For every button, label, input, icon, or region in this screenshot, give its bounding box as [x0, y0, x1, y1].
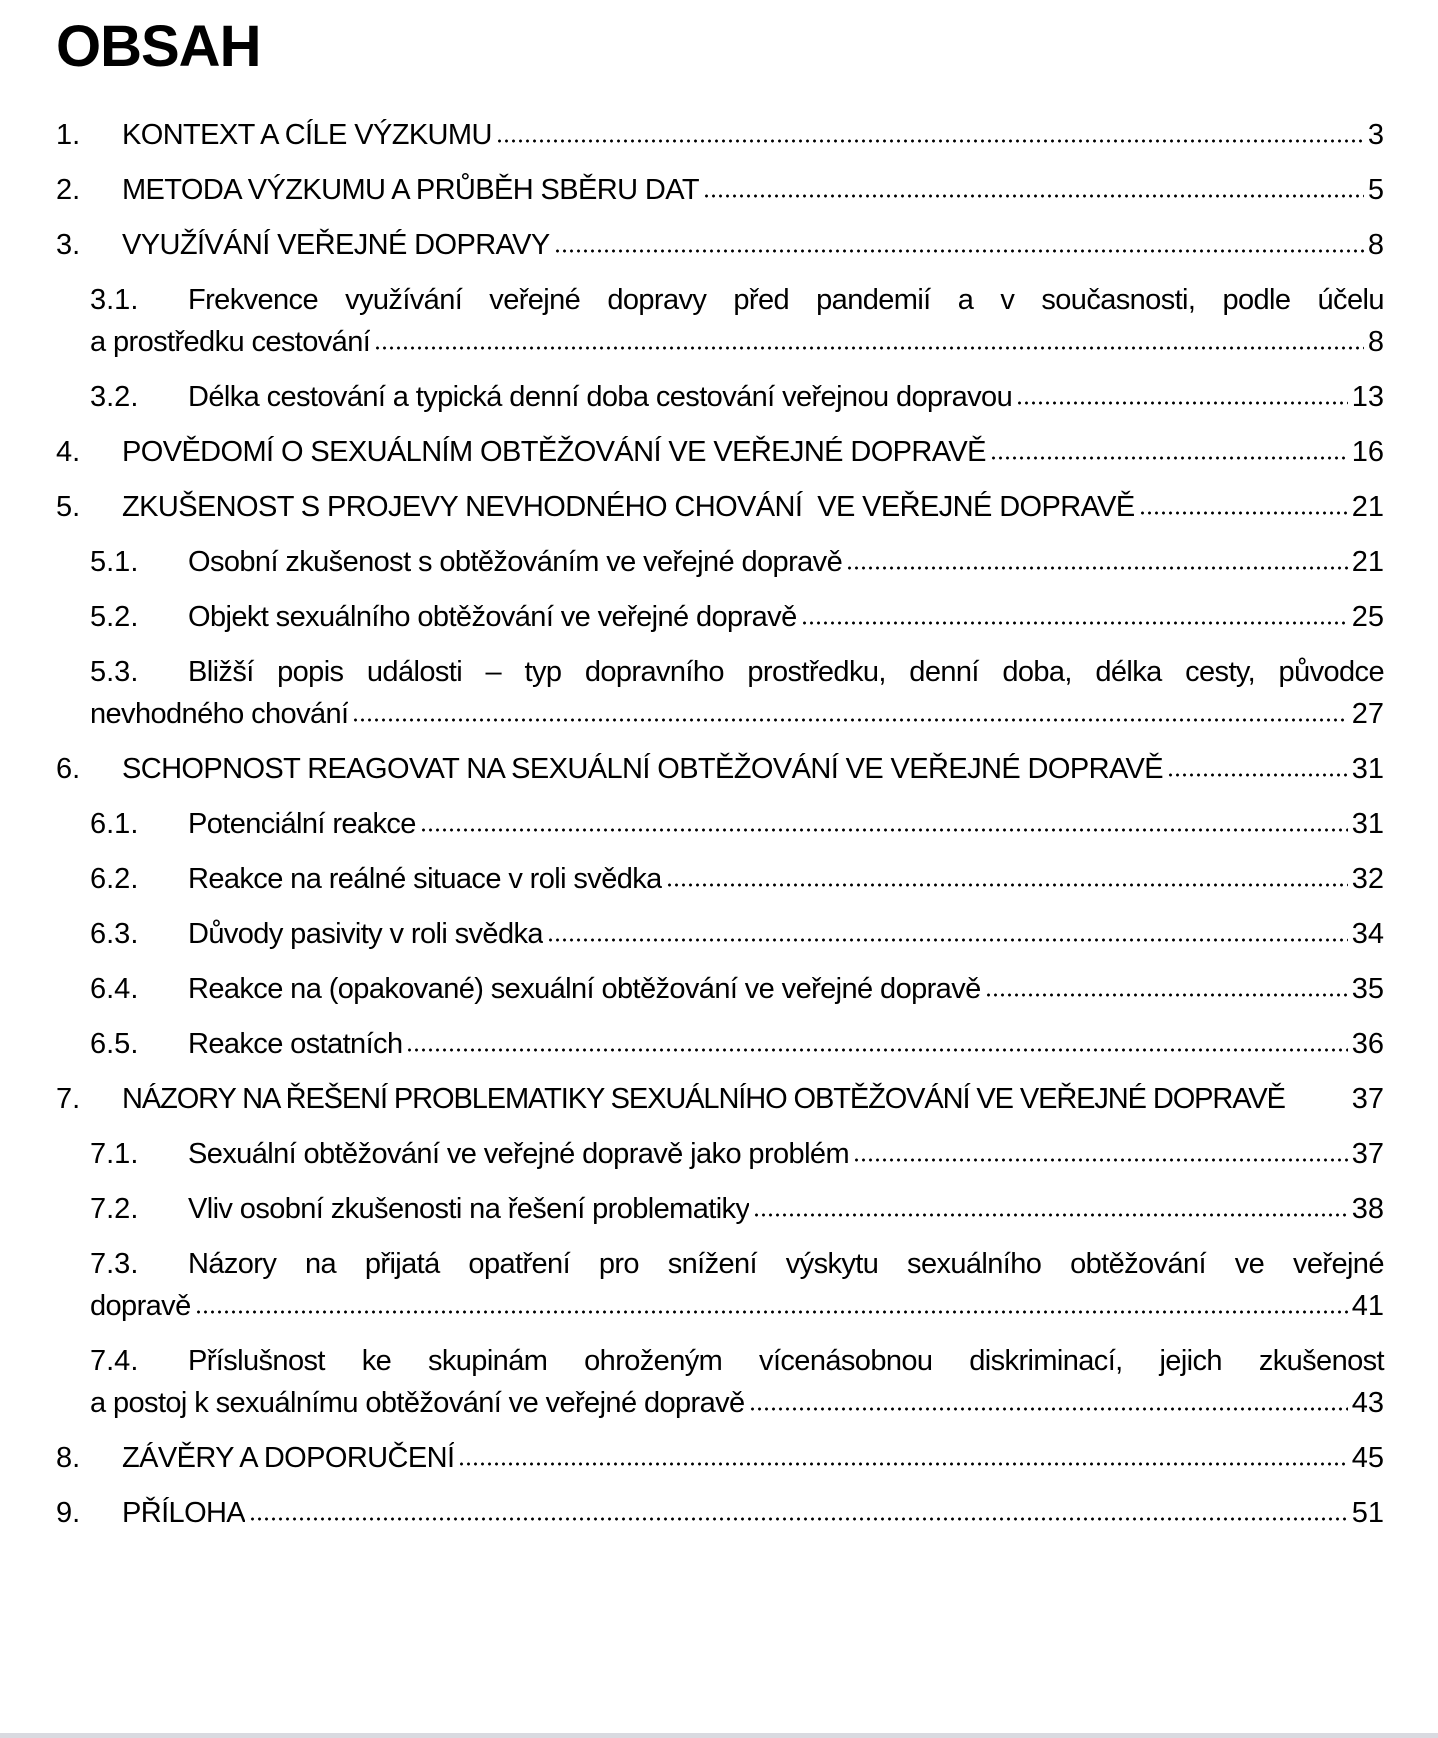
toc-entry-page[interactable]: 16: [1351, 436, 1384, 468]
title-word: zkušenost: [1258, 1345, 1384, 1377]
toc-entry-title-continuation[interactable]: a prostředku cestování: [90, 326, 371, 358]
toc-entry-number: 6.5.: [90, 1028, 139, 1060]
toc-entry-title[interactable]: ZKUŠENOST S PROJEVY NEVHODNÉHO CHOVÁNÍ VE VEŘEJNÉ DOPRAVĚ: [122, 491, 1135, 523]
toc-entry-title-continuation[interactable]: nevhodného chování: [90, 698, 349, 730]
dot-leader: [846, 565, 1348, 571]
toc-entry-number: 7.: [56, 1083, 81, 1115]
toc-entry-page[interactable]: 36: [1351, 1028, 1384, 1060]
dot-leader: [406, 1047, 1347, 1053]
toc-entry[interactable]: [90, 594, 1384, 640]
toc-entry-page[interactable]: 41: [1351, 1290, 1384, 1322]
toc-entry-page[interactable]: 25: [1351, 601, 1384, 633]
toc-entry-number: 6.2.: [90, 863, 139, 895]
dot-leader: [458, 1461, 1347, 1467]
title-word: veřejné: [1292, 1248, 1384, 1280]
toc-entry-number: 3.2.: [90, 381, 139, 413]
toc-entry[interactable]: [90, 801, 1384, 847]
title-word: typ: [524, 656, 562, 688]
title-word: obtěžování: [1070, 1248, 1206, 1280]
toc-entry-number: 9.: [56, 1497, 81, 1529]
title-word: v: [1000, 284, 1015, 316]
toc-entry-title[interactable]: [188, 1338, 1384, 1384]
toc-entry-number: 3.: [56, 229, 81, 261]
title-word: veřejné: [489, 284, 581, 316]
dot-leader: [195, 1309, 1348, 1315]
title-word: účelu: [1317, 284, 1384, 316]
toc-entry[interactable]: [90, 1186, 1384, 1232]
dot-leader: [1139, 510, 1348, 516]
toc-entry-page[interactable]: 8: [1367, 326, 1384, 358]
dot-leader: [496, 138, 1364, 144]
dot-leader: [985, 992, 1348, 998]
toc-entry-title[interactable]: KONTEXT A CÍLE VÝZKUMU: [122, 119, 492, 151]
toc-entry-number: 7.2.: [90, 1193, 139, 1225]
title-word: skupinám: [427, 1345, 548, 1377]
toc-entry-title[interactable]: [188, 649, 1384, 695]
toc-entry-number: 7.1.: [90, 1138, 139, 1170]
toc-entry-number: 5.2.: [90, 601, 139, 633]
toc-entry-title-continuation[interactable]: a postoj k sexuálnímu obtěžování ve veřejné dopravě: [90, 1387, 745, 1419]
toc-entry-page[interactable]: 34: [1351, 918, 1384, 950]
title-word: události: [366, 656, 463, 688]
dot-leader: [374, 345, 1364, 351]
toc-entry-number: 6.: [56, 753, 81, 785]
title-word: prostředku,: [747, 656, 886, 688]
title-word: popis: [277, 656, 344, 688]
title-word: dopravy: [607, 284, 707, 316]
dot-leader: [703, 193, 1364, 199]
toc-entry-title[interactable]: Potenciální reakce: [188, 808, 416, 840]
toc-entry-page[interactable]: 31: [1351, 808, 1384, 840]
title-word: denní: [909, 656, 979, 688]
toc-entry[interactable]: [56, 222, 1384, 268]
toc-entry[interactable]: [90, 649, 1384, 737]
title-word: jejich: [1159, 1345, 1222, 1377]
title-word: přijatá: [364, 1248, 440, 1280]
title-word: ve: [1234, 1248, 1265, 1280]
page-title: OBSAH: [56, 14, 261, 79]
toc-entry[interactable]: [90, 856, 1384, 902]
title-word: před: [733, 284, 790, 316]
toc-entry-number: 3.1.: [90, 284, 139, 316]
toc-entry[interactable]: [90, 277, 1384, 365]
dot-leader: [1167, 772, 1348, 778]
toc-entry[interactable]: [90, 374, 1384, 420]
title-word: délka: [1095, 656, 1162, 688]
toc-entry-title[interactable]: Reakce na (opakované) sexuální obtěžování ve veřejné dopravě: [188, 973, 981, 1005]
dot-leader: [853, 1157, 1348, 1163]
toc-entry-page[interactable]: 37: [1351, 1138, 1384, 1170]
title-word: na: [305, 1248, 337, 1280]
toc-entry[interactable]: [56, 746, 1384, 792]
title-word: Bližší: [188, 656, 254, 688]
title-word: dopravního: [584, 656, 724, 688]
toc-entry-number: 5.1.: [90, 546, 139, 578]
toc-entry-title[interactable]: Vliv osobní zkušenosti na řešení problematiky: [188, 1193, 750, 1225]
title-word: opatření: [468, 1248, 571, 1280]
toc-entry[interactable]: [56, 1076, 1384, 1122]
toc-entry[interactable]: [90, 1241, 1384, 1329]
title-word: Názory: [188, 1248, 277, 1280]
dot-leader: [547, 937, 1348, 943]
viewer-bottom-edge: [0, 1733, 1438, 1738]
dot-leader: [352, 717, 1347, 723]
title-word: ke: [361, 1345, 392, 1377]
toc-entry-number: 4.: [56, 436, 81, 468]
toc-entry-number: 7.3.: [90, 1248, 139, 1280]
title-word: původce: [1278, 656, 1384, 688]
toc-entry-number: 1.: [56, 119, 81, 151]
dot-leader: [990, 455, 1348, 461]
toc-entry[interactable]: [90, 539, 1384, 585]
title-word: –: [485, 656, 502, 688]
toc-entry-title[interactable]: Délka cestování a typická denní doba cestování veřejnou dopravou: [188, 381, 1013, 413]
title-word: výskytu: [785, 1248, 879, 1280]
toc-entry-title[interactable]: PŘÍLOHA: [122, 1497, 246, 1529]
toc-entry-number: 6.3.: [90, 918, 139, 950]
toc-entry-title[interactable]: NÁZORY NA ŘEŠENÍ PROBLEMATIKY SEXUÁLNÍHO OBTĚŽOVÁNÍ VE VEŘEJNÉ DOPRAVĚ: [122, 1083, 1285, 1115]
toc-entry-page[interactable]: 5: [1367, 174, 1384, 206]
toc-entry[interactable]: [90, 966, 1384, 1012]
title-word: Frekvence: [188, 284, 318, 316]
toc-entry[interactable]: [56, 1435, 1384, 1481]
toc-entry-page[interactable]: 21: [1351, 491, 1384, 523]
toc-entry-title[interactable]: Objekt sexuálního obtěžování ve veřejné dopravě: [188, 601, 797, 633]
title-word: ohroženým: [584, 1345, 723, 1377]
toc-entry-page[interactable]: 35: [1351, 973, 1384, 1005]
dot-leader: [666, 882, 1348, 888]
title-word: Příslušnost: [188, 1345, 325, 1377]
dot-leader: [554, 248, 1364, 254]
toc-entry-page[interactable]: 43: [1351, 1387, 1384, 1419]
title-word: současnosti,: [1041, 284, 1196, 316]
toc-entry-number: 7.4.: [90, 1345, 139, 1377]
toc-entry-title-continuation[interactable]: dopravě: [90, 1290, 191, 1322]
title-word: snížení: [667, 1248, 758, 1280]
title-word: vícenásobnou: [759, 1345, 933, 1377]
toc-entry-title[interactable]: ZÁVĚRY A DOPORUČENÍ: [122, 1442, 455, 1474]
toc-entry-number: 6.1.: [90, 808, 139, 840]
toc-entry-page[interactable]: 27: [1351, 698, 1384, 730]
toc-entry-title[interactable]: Důvody pasivity v roli svědka: [188, 918, 543, 950]
toc-entry-page[interactable]: 8: [1367, 229, 1384, 261]
toc-entry-title[interactable]: [188, 277, 1384, 323]
title-word: diskriminací,: [969, 1345, 1123, 1377]
title-word: sexuálního: [907, 1248, 1042, 1280]
toc-entry[interactable]: [56, 484, 1384, 530]
toc-entry[interactable]: [90, 1338, 1384, 1426]
toc-entry-number: 8.: [56, 1442, 81, 1474]
toc-entry-number: 5.: [56, 491, 81, 523]
dot-leader: [753, 1212, 1347, 1218]
title-word: cesty,: [1185, 656, 1256, 688]
toc-entry-title[interactable]: Reakce na reálné situace v roli svědka: [188, 863, 662, 895]
toc-entry-title[interactable]: Osobní zkušenost s obtěžováním ve veřejné dopravě: [188, 546, 843, 578]
title-word: pro: [598, 1248, 639, 1280]
toc-entry[interactable]: [90, 1021, 1384, 1067]
dot-leader: [801, 620, 1348, 626]
dot-leader: [249, 1516, 1348, 1522]
title-word: a: [957, 284, 974, 316]
toc-entry-number: 6.4.: [90, 973, 139, 1005]
toc-entry-number: 5.3.: [90, 656, 139, 688]
toc-entry-page[interactable]: 13: [1351, 381, 1384, 413]
dot-leader: [1016, 400, 1348, 406]
toc-entry-title[interactable]: METODA VÝZKUMU A PRŮBĚH SBĚRU DAT: [122, 174, 699, 206]
toc-entry-title[interactable]: [188, 1241, 1384, 1287]
toc-entry-page[interactable]: 32: [1351, 863, 1384, 895]
toc-entry[interactable]: [56, 1490, 1384, 1536]
toc-entry-page[interactable]: 3: [1367, 119, 1384, 151]
toc-entry-number: 2.: [56, 174, 81, 206]
toc-entry-title[interactable]: Sexuální obtěžování ve veřejné dopravě jako problém: [188, 1138, 849, 1170]
toc-entry-title[interactable]: POVĚDOMÍ O SEXUÁLNÍM OBTĚŽOVÁNÍ VE VEŘEJNÉ DOPRAVĚ: [122, 436, 986, 468]
dot-leader: [420, 827, 1348, 833]
toc-entry[interactable]: [56, 112, 1384, 158]
toc-entry-page[interactable]: 38: [1351, 1193, 1384, 1225]
toc-entry[interactable]: [56, 429, 1384, 475]
toc-entry-title[interactable]: SCHOPNOST REAGOVAT NA SEXUÁLNÍ OBTĚŽOVÁNÍ VE VEŘEJNÉ DOPRAVĚ: [122, 753, 1164, 785]
toc-entry-page[interactable]: 51: [1351, 1497, 1384, 1529]
title-word: doba,: [1002, 656, 1072, 688]
toc-entry-title[interactable]: Reakce ostatních: [188, 1028, 403, 1060]
toc-entry[interactable]: [90, 911, 1384, 957]
toc-entry-page[interactable]: 21: [1351, 546, 1384, 578]
toc-entry-title[interactable]: VYUŽÍVÁNÍ VEŘEJNÉ DOPRAVY: [122, 229, 550, 261]
title-word: pandemií: [816, 284, 931, 316]
dot-leader: [749, 1406, 1348, 1412]
toc-entry-page[interactable]: 31: [1351, 753, 1384, 785]
toc-entry[interactable]: [56, 167, 1384, 213]
toc-entry[interactable]: [90, 1131, 1384, 1177]
toc-entry-page[interactable]: 37: [1351, 1083, 1384, 1115]
title-word: podle: [1222, 284, 1291, 316]
title-word: využívání: [345, 284, 463, 316]
toc-entry-page[interactable]: 45: [1351, 1442, 1384, 1474]
